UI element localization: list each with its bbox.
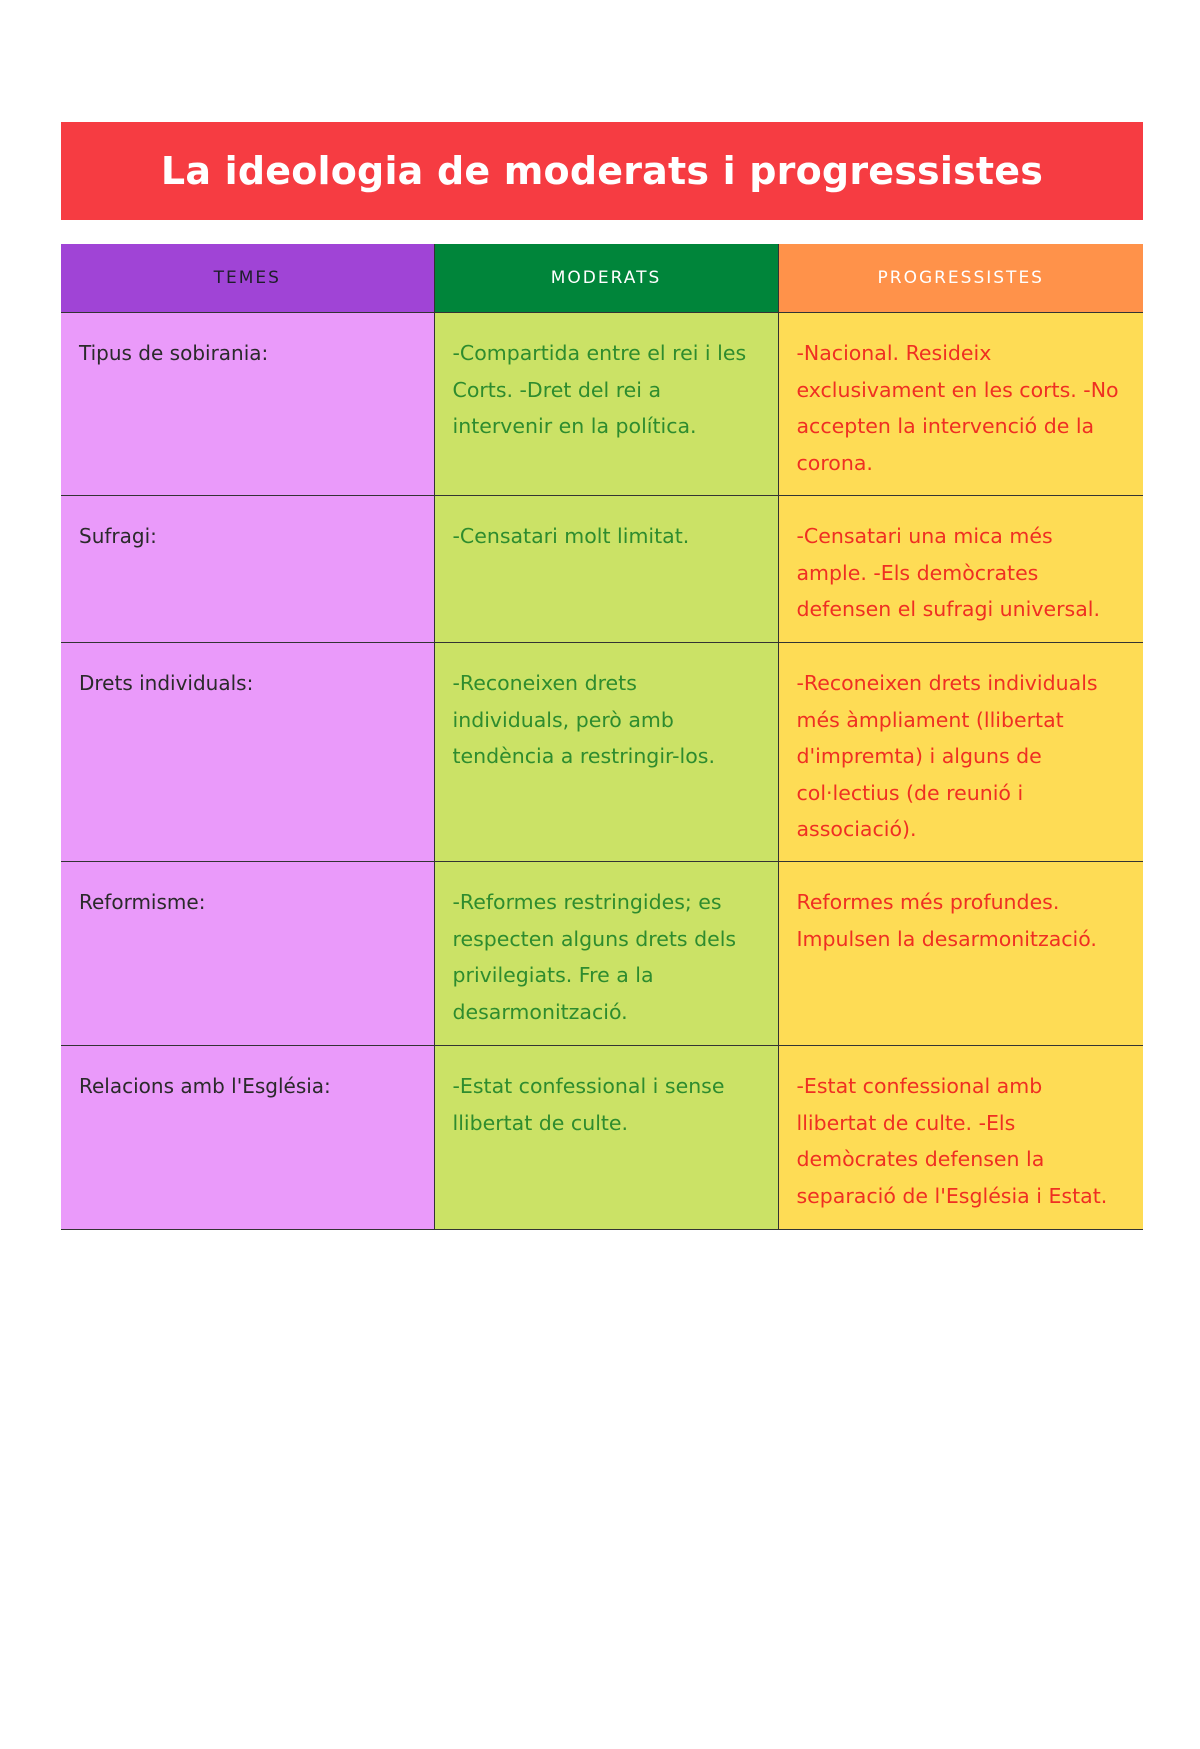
cell-moderats	[434, 496, 778, 643]
cell-text: -Reformes restringides; es respecten alguns drets dels privilegiats. Fre a la desarmonització.	[452, 890, 737, 1024]
cell-tema	[61, 643, 434, 862]
table-row	[61, 313, 1143, 496]
cell-text: Tipus de sobirania:	[79, 341, 269, 365]
cell-text: -Nacional. Resideix exclusivament en les corts. -No accepten la intervenció de la corona.	[796, 341, 1119, 475]
table-row	[61, 643, 1143, 862]
header-temes: TEMES	[61, 244, 434, 313]
table-row	[61, 496, 1143, 643]
cell-progressistes	[778, 862, 1143, 1046]
cell-tema	[61, 862, 434, 1046]
table-row	[61, 862, 1143, 1046]
ideology-table	[61, 244, 1143, 1230]
cell-tema	[61, 313, 434, 496]
cell-progressistes	[778, 313, 1143, 496]
cell-progressistes	[778, 496, 1143, 643]
cell-moderats	[434, 313, 778, 496]
cell-text: -Estat confessional amb llibertat de culte. -Els demòcrates defensen la separació de l'Església i Estat.	[796, 1074, 1108, 1208]
cell-text: -Censatari una mica més ample. -Els demòcrates defensen el sufragi universal.	[796, 524, 1100, 621]
header-moderats: MODERATS	[434, 244, 778, 313]
table-row	[61, 1046, 1143, 1230]
cell-tema	[61, 496, 434, 643]
cell-text: -Compartida entre el rei i les Corts. -Dret del rei a intervenir en la política.	[452, 341, 747, 438]
cell-moderats	[434, 1046, 778, 1230]
cell-text: Reformes més profundes. Impulsen la desarmonització.	[796, 890, 1097, 951]
cell-text: Drets individuals:	[79, 671, 254, 695]
header-progressistes: PROGRESSISTES	[778, 244, 1143, 313]
cell-text: -Censatari molt limitat.	[452, 524, 690, 548]
cell-tema	[61, 1046, 434, 1230]
cell-moderats	[434, 643, 778, 862]
cell-progressistes	[778, 643, 1143, 862]
cell-text: Sufragi:	[79, 524, 157, 548]
table-header-row	[61, 244, 1143, 313]
cell-text: -Reconeixen drets individuals, però amb tendència a restringir-los.	[452, 671, 715, 768]
cell-text: Relacions amb l'Església:	[79, 1074, 331, 1098]
cell-progressistes	[778, 1046, 1143, 1230]
cell-text: -Estat confessional i sense llibertat de culte.	[452, 1074, 725, 1135]
cell-moderats	[434, 862, 778, 1046]
cell-text: Reformisme:	[79, 890, 206, 914]
cell-text: -Reconeixen drets individuals més àmpliament (llibertat d'impremta) i alguns de col·lectius (de reunió i associació).	[796, 671, 1098, 841]
title-banner	[61, 122, 1143, 220]
page-title: La ideologia de moderats i progressistes	[160, 149, 1044, 193]
